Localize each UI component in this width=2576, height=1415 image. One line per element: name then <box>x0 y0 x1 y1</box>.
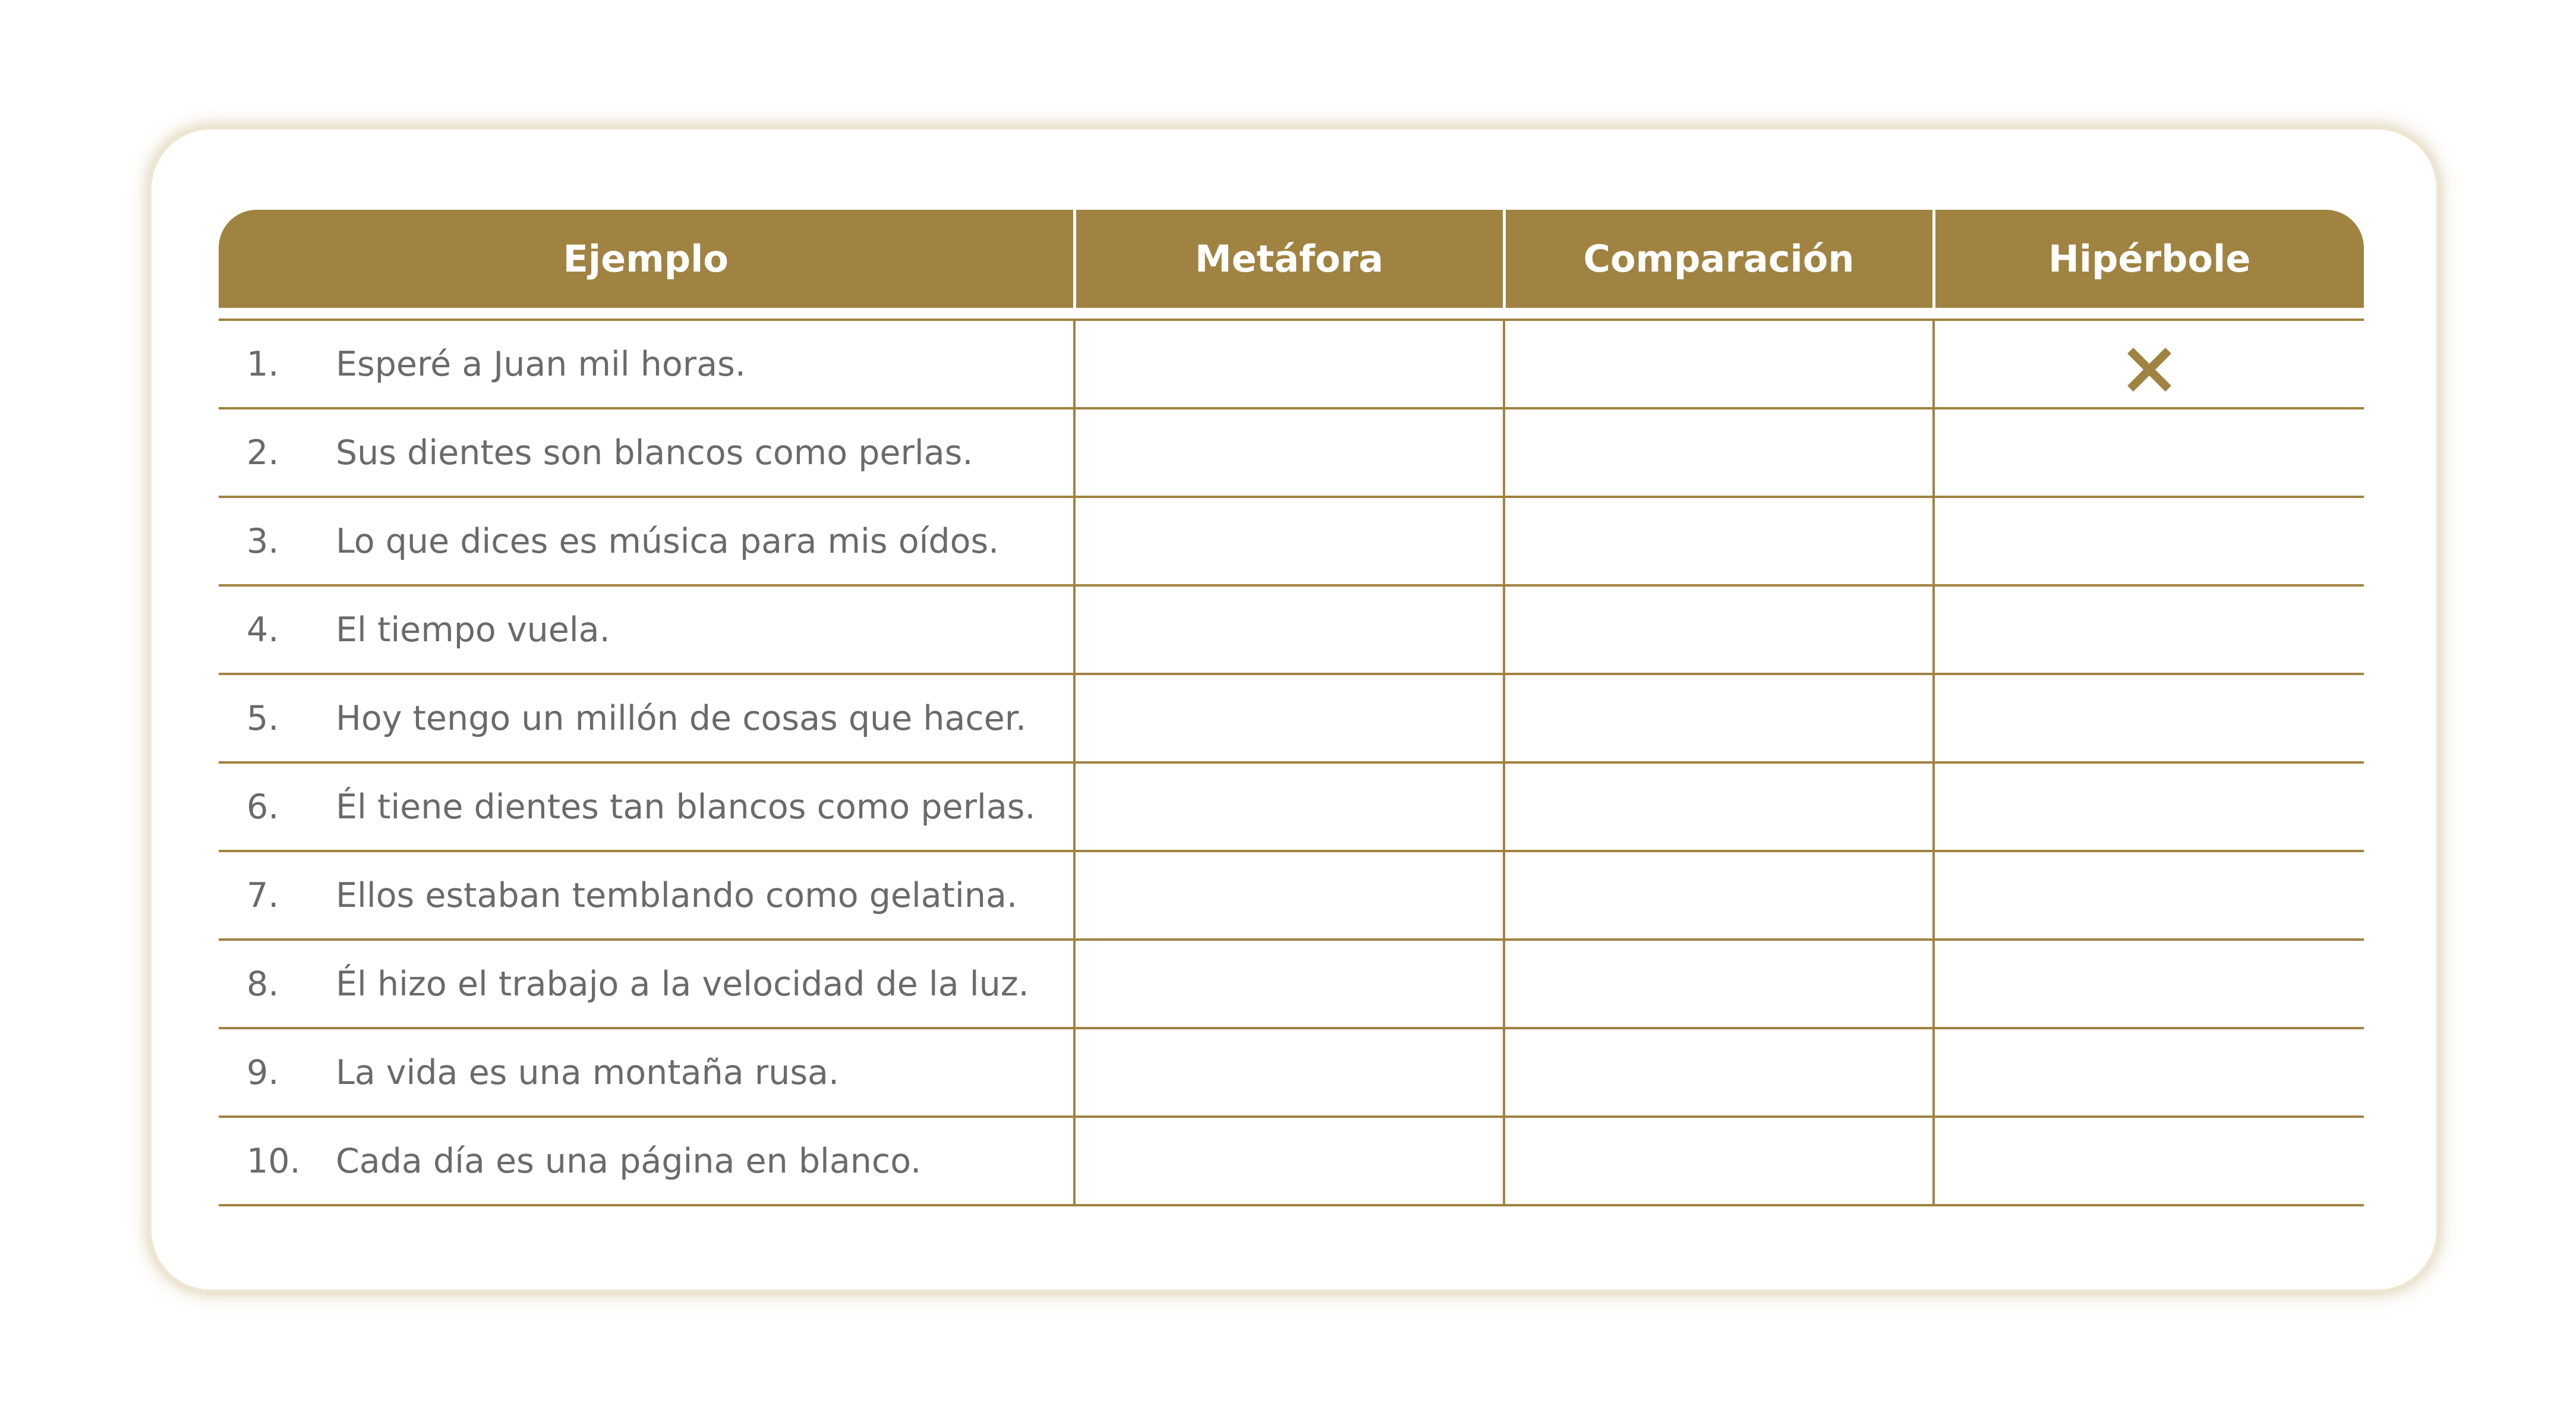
answer-cell-hiperbole[interactable] <box>1934 497 2364 585</box>
answer-cell-comparacion[interactable] <box>1504 585 1934 674</box>
answer-cell-hiperbole[interactable] <box>1934 408 2364 497</box>
example-content <box>219 433 1073 472</box>
example-cell <box>219 940 1074 1028</box>
table-row <box>219 320 2364 408</box>
example-content <box>219 345 1073 384</box>
answer-cell-hiperbole[interactable] <box>1934 851 2364 940</box>
example-number: 3. <box>247 521 279 561</box>
example-number: 8. <box>247 964 279 1004</box>
answer-cell-metafora[interactable] <box>1074 320 1504 408</box>
answer-cell-hiperbole[interactable] <box>1934 762 2364 851</box>
example-cell <box>219 408 1074 497</box>
answer-cell-comparacion[interactable] <box>1504 320 1934 408</box>
answer-cell-comparacion[interactable] <box>1504 1028 1934 1117</box>
example-cell <box>219 1028 1074 1117</box>
example-content <box>219 1053 1073 1092</box>
answer-cell-metafora[interactable] <box>1074 762 1504 851</box>
answer-cell-metafora[interactable] <box>1074 851 1504 940</box>
table-row <box>219 674 2364 762</box>
table-row <box>219 940 2364 1028</box>
example-cell <box>219 762 1074 851</box>
table-row <box>219 585 2364 674</box>
answer-cell-metafora[interactable] <box>1074 408 1504 497</box>
table-row <box>219 497 2364 585</box>
example-content <box>219 965 1073 1004</box>
answer-cell-hiperbole[interactable] <box>1934 940 2364 1028</box>
example-cell <box>219 1117 1074 1205</box>
answer-cell-comparacion[interactable] <box>1504 408 1934 497</box>
answer-cell-comparacion[interactable] <box>1504 674 1934 762</box>
header-ejemplo: Ejemplo <box>219 210 1074 308</box>
header-hiperbole: Hipérbole <box>1934 210 2364 308</box>
example-number: 6. <box>247 787 279 827</box>
answer-cell-comparacion[interactable] <box>1504 1117 1934 1205</box>
example-number: 5. <box>247 698 279 738</box>
table-row <box>219 1117 2364 1205</box>
table-row <box>219 408 2364 497</box>
example-number: 4. <box>247 610 279 650</box>
example-cell <box>219 851 1074 940</box>
example-content <box>219 876 1073 915</box>
example-number: 7. <box>247 875 279 915</box>
answer-cell-comparacion[interactable] <box>1504 762 1934 851</box>
example-content <box>219 1142 1073 1181</box>
table-row <box>219 762 2364 851</box>
example-text: Él tiene dientes tan blancos como perlas. <box>336 787 1036 827</box>
header-gap <box>219 308 2364 320</box>
example-text: Esperé a Juan mil horas. <box>336 344 746 384</box>
answer-cell-hiperbole[interactable] <box>1934 320 2364 408</box>
answer-cell-metafora[interactable] <box>1074 940 1504 1028</box>
table-row <box>219 1028 2364 1117</box>
example-content <box>219 610 1073 650</box>
example-text: Sus dientes son blancos como perlas. <box>336 433 973 472</box>
answer-cell-hiperbole[interactable] <box>1934 1028 2364 1117</box>
answer-cell-comparacion[interactable] <box>1504 851 1934 940</box>
answer-cell-hiperbole[interactable] <box>1934 674 2364 762</box>
example-text: El tiempo vuela. <box>336 610 610 650</box>
example-content <box>219 522 1073 561</box>
example-text: Lo que dices es música para mis oídos. <box>336 521 999 561</box>
example-number: 2. <box>247 433 279 472</box>
x-mark-icon <box>2126 346 2173 393</box>
example-number: 9. <box>247 1052 279 1092</box>
header-comparacion: Comparación <box>1504 210 1934 308</box>
table-header-row <box>219 210 2364 308</box>
answer-cell-metafora[interactable] <box>1074 674 1504 762</box>
example-cell <box>219 320 1074 408</box>
example-cell <box>219 497 1074 585</box>
example-text: La vida es una montaña rusa. <box>336 1052 840 1092</box>
example-number: 1. <box>247 344 279 384</box>
classification-table <box>219 210 2364 1206</box>
table-row <box>219 851 2364 940</box>
answer-cell-metafora[interactable] <box>1074 497 1504 585</box>
answer-cell-metafora[interactable] <box>1074 585 1504 674</box>
answer-cell-hiperbole[interactable] <box>1934 585 2364 674</box>
answer-cell-metafora[interactable] <box>1074 1028 1504 1117</box>
answer-cell-comparacion[interactable] <box>1504 497 1934 585</box>
example-text: Él hizo el trabajo a la velocidad de la luz. <box>336 964 1029 1004</box>
answer-cell-hiperbole[interactable] <box>1934 1117 2364 1205</box>
example-text: Cada día es una página en blanco. <box>336 1141 922 1181</box>
example-cell <box>219 674 1074 762</box>
example-content <box>219 787 1073 827</box>
example-text: Ellos estaban temblando como gelatina. <box>336 875 1018 915</box>
example-number: 10. <box>247 1141 301 1181</box>
answer-cell-comparacion[interactable] <box>1504 940 1934 1028</box>
example-content <box>219 699 1073 738</box>
example-text: Hoy tengo un millón de cosas que hacer. <box>336 698 1027 738</box>
example-cell <box>219 585 1074 674</box>
header-metafora: Metáfora <box>1074 210 1504 308</box>
answer-cell-metafora[interactable] <box>1074 1117 1504 1205</box>
